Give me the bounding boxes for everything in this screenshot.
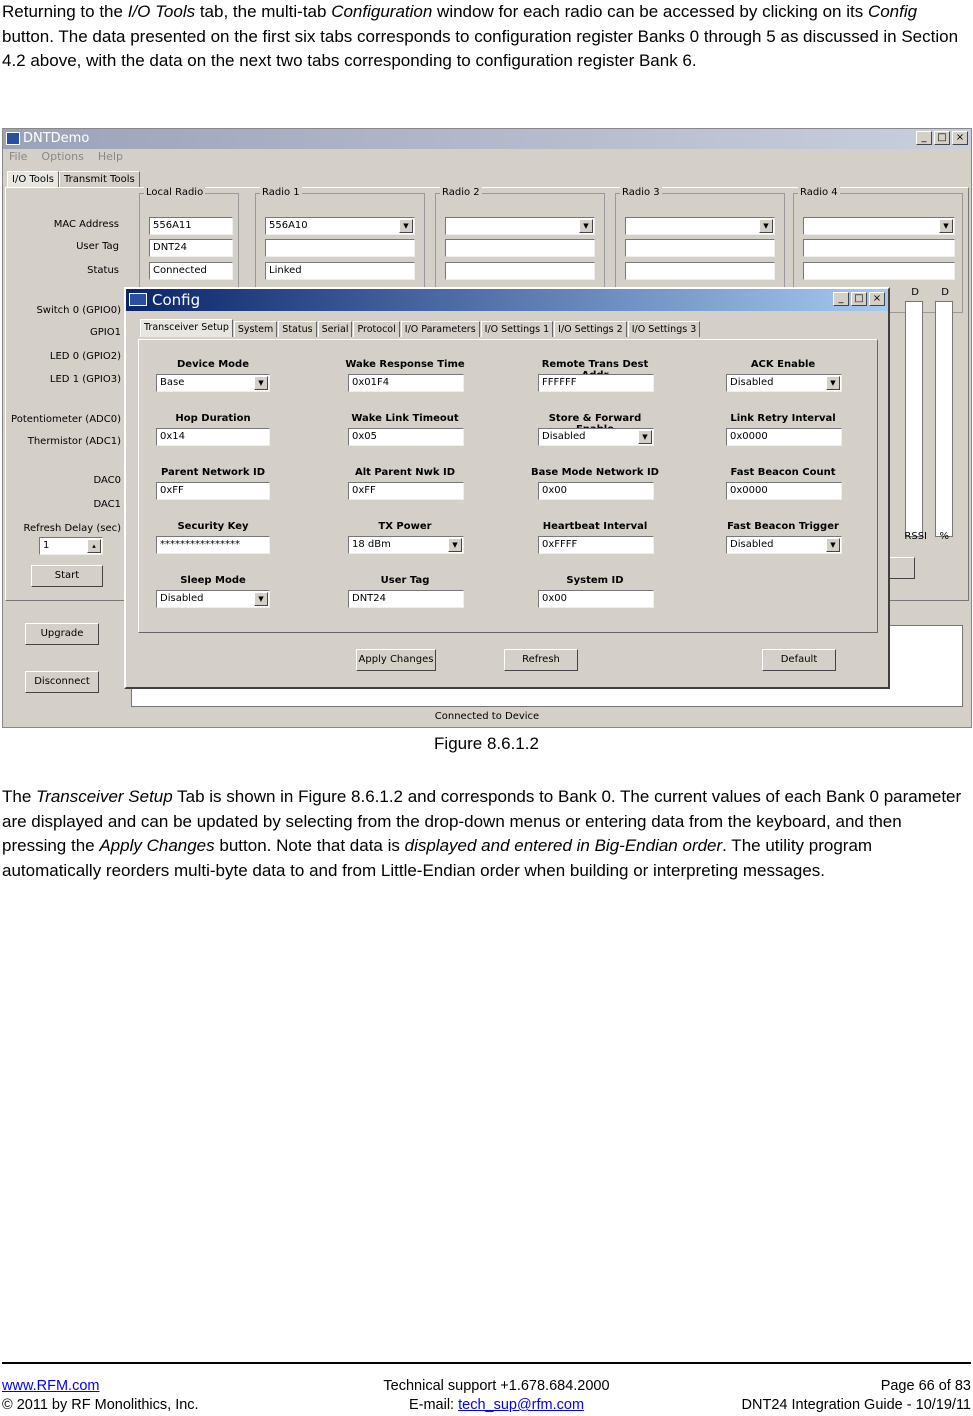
field-value: ****************: [160, 539, 240, 550]
chevron-down-icon[interactable]: ▼: [759, 219, 773, 233]
field-value: 0xFF: [160, 485, 184, 496]
meter-label: D: [941, 287, 949, 298]
chevron-down-icon[interactable]: ▼: [826, 376, 840, 390]
field-label: Remote Trans Dest: [541, 359, 649, 370]
radio-name: Radio 4: [800, 187, 838, 198]
radio-name: Radio 2: [442, 187, 480, 198]
radio3-status-field: [625, 262, 775, 280]
footer-copyright: © 2011 by RF Monolithics, Inc.: [2, 1397, 199, 1413]
radio2-tag-field: [445, 239, 595, 257]
radio1-status-field: Linked: [265, 262, 415, 280]
field-label: Alt Parent Nwk ID: [354, 467, 456, 478]
disconnect-button[interactable]: Disconnect: [25, 671, 99, 693]
text: window for each radio can be accessed by clicking on its: [432, 2, 868, 21]
chevron-down-icon[interactable]: ▼: [638, 430, 652, 444]
footer-page-number: Page 66 of 83: [880, 1378, 971, 1394]
chevron-down-icon[interactable]: ▼: [448, 538, 462, 552]
field-value: 0xFFFF: [542, 539, 578, 550]
percent-label: %: [939, 531, 949, 542]
field-label: Hop Duration: [175, 413, 251, 424]
field-label: Security Key: [177, 521, 249, 532]
field-label: Wake Link Timeout: [351, 413, 459, 424]
label-gpio1: GPIO1: [90, 327, 121, 338]
app-title: DNTDemo: [23, 131, 90, 146]
field-value: DNT24: [352, 593, 387, 604]
field-input[interactable]: [348, 482, 464, 500]
field-value: Disabled: [730, 539, 774, 550]
tab-serial[interactable]: Serial: [318, 321, 353, 337]
field-input[interactable]: [348, 590, 464, 608]
field-input[interactable]: [726, 536, 842, 554]
field-value: 0xFF: [352, 485, 376, 496]
footer-rule: [2, 1362, 971, 1364]
chevron-down-icon[interactable]: ▼: [579, 219, 593, 233]
radio4-mac-select[interactable]: [803, 217, 955, 235]
meter-bar: [935, 301, 953, 537]
field-input[interactable]: [538, 536, 654, 554]
label-switch0: Switch 0 (GPIO0): [36, 305, 121, 316]
status-bar: Connected to Device: [434, 711, 540, 722]
field-label: Wake Response Time: [345, 359, 465, 370]
radio2-mac-select[interactable]: [445, 217, 595, 235]
email-link[interactable]: tech_sup@rfm.com: [458, 1397, 585, 1413]
label-dac1: DAC1: [93, 499, 121, 510]
screenshot-figure: [2, 128, 972, 728]
label-user-tag: User Tag: [76, 241, 119, 252]
label-dac0: DAC0: [93, 475, 121, 486]
apply-changes-button[interactable]: Apply Changes: [356, 649, 436, 671]
minimize-icon[interactable]: _: [833, 292, 849, 306]
meter-label: D: [911, 287, 919, 298]
field-label: Store & Forward: [548, 413, 642, 424]
refresh-button[interactable]: Refresh: [504, 649, 578, 671]
config-titlebar: [126, 289, 888, 311]
field-value: 0x00: [542, 593, 568, 604]
field-value: 18 dBm: [352, 539, 391, 550]
field-label: Sleep Mode: [180, 575, 246, 586]
radio2-status-field: [445, 262, 595, 280]
meter-bar: [905, 301, 923, 537]
field-input[interactable]: [348, 428, 464, 446]
text: button. Note that data is: [214, 836, 405, 855]
emph: I/O Tools: [127, 2, 196, 21]
chevron-down-icon[interactable]: ▼: [826, 538, 840, 552]
close-icon[interactable]: ×: [869, 292, 885, 306]
label-led0: LED 0 (GPIO2): [49, 351, 121, 362]
field-value: Base: [160, 377, 185, 388]
tab-io-settings-2[interactable]: I/O Settings 2: [554, 321, 627, 337]
field-input[interactable]: [156, 482, 270, 500]
field-input[interactable]: [156, 428, 270, 446]
radio4-tag-field: [803, 239, 955, 257]
field-label: ACK Enable: [750, 359, 816, 370]
text: tab, the multi-tab: [195, 2, 332, 21]
field-value: 0x01F4: [352, 377, 390, 388]
footer-guide-title: DNT24 Integration Guide - 10/19/11: [741, 1397, 971, 1413]
field-value: Disabled: [542, 431, 586, 442]
radio3-tag-field: [625, 239, 775, 257]
maximize-icon[interactable]: □: [851, 292, 867, 306]
field-value: 0x05: [352, 431, 378, 442]
field-input[interactable]: [538, 374, 654, 392]
tab-status[interactable]: Status: [278, 321, 316, 337]
radio1-tag-field: [265, 239, 415, 257]
app-titlebar: [3, 129, 971, 149]
menu-options[interactable]: Options: [41, 150, 84, 163]
field-value: Disabled: [160, 593, 204, 604]
field-label: Parent Network ID: [160, 467, 266, 478]
label-mac: MAC Address: [53, 219, 119, 230]
label-status: Status: [87, 265, 119, 276]
field-value: FFFFFF: [542, 377, 577, 388]
local-mac-field: 556A11: [149, 217, 233, 235]
chevron-down-icon[interactable]: ▼: [399, 219, 413, 233]
rssi-label: RSSI: [904, 531, 927, 542]
refresh-delay-spinner[interactable]: [39, 537, 103, 555]
label-led1: LED 1 (GPIO3): [49, 374, 121, 385]
chevron-down-icon[interactable]: ▼: [254, 376, 268, 390]
label-refresh-delay: Refresh Delay (sec): [23, 523, 121, 534]
main-tabs: [7, 171, 140, 187]
start-button[interactable]: Start: [31, 565, 103, 587]
field-value: 0x0000: [730, 431, 768, 442]
footer-support: Technical support +1.678.684.2000: [383, 1378, 610, 1394]
local-status-field: Connected: [149, 262, 233, 280]
figure-caption: Figure 8.6.1.2: [434, 734, 539, 753]
radio1-mac-select[interactable]: [265, 217, 415, 235]
tab-protocol[interactable]: Protocol: [353, 321, 399, 337]
upgrade-button[interactable]: Upgrade: [25, 623, 99, 645]
tab-transmit-tools[interactable]: Transmit Tools: [59, 171, 140, 187]
radio3-mac-select[interactable]: [625, 217, 775, 235]
tab-system[interactable]: System: [234, 321, 277, 337]
intro-paragraph: [2, 0, 970, 74]
field-label: Link Retry Interval: [730, 413, 836, 424]
radio-name: Local Radio: [146, 187, 204, 198]
menubar: [9, 150, 123, 163]
radio4-status-field: [803, 262, 955, 280]
tab-transceiver-setup[interactable]: Transceiver Setup: [140, 319, 233, 337]
field-input[interactable]: [538, 482, 654, 500]
text: Returning to the: [2, 2, 128, 21]
tab-io-settings-1[interactable]: I/O Settings 1: [481, 321, 554, 337]
maximize-icon[interactable]: □: [934, 131, 950, 145]
field-value: 0x00: [542, 485, 568, 496]
label-adc0: Potentiometer (ADC0): [11, 414, 121, 425]
local-tag-field: DNT24: [149, 239, 233, 257]
field-value: 0x0000: [730, 485, 768, 496]
field-input[interactable]: [156, 536, 270, 554]
default-button[interactable]: Default: [762, 649, 836, 671]
field-label: System ID: [566, 575, 624, 586]
field-label: Fast Beacon Trigger: [727, 521, 839, 532]
chevron-down-icon[interactable]: ▼: [939, 219, 953, 233]
close-icon[interactable]: ×: [952, 131, 968, 145]
label-adc1: Thermistor (ADC1): [27, 436, 121, 447]
tab-io-tools[interactable]: I/O Tools: [7, 171, 59, 187]
field-input[interactable]: [348, 374, 464, 392]
radio-name: Radio 3: [622, 187, 660, 198]
radio1-mac-value: 556A10: [269, 220, 308, 231]
field-label: TX Power: [378, 521, 432, 532]
app-icon: [6, 132, 20, 145]
text: Tab is shown in Figure 8.6.1.2 and corresponds to Bank 0. The current values of each Bank 0 parameter are displayed and can be updated by selecting from the drop-down menus or entering data from the keyboard, and then pressing the: [2, 787, 962, 855]
minimize-icon[interactable]: _: [916, 131, 932, 145]
config-dialog: [124, 287, 890, 689]
config-title: Config: [152, 291, 201, 309]
website-link[interactable]: www.RFM.com: [2, 1378, 100, 1394]
field-input[interactable]: [156, 374, 270, 392]
menu-help[interactable]: Help: [97, 150, 123, 163]
tab-io-parameters[interactable]: I/O Parameters: [401, 321, 480, 337]
emph: Configuration: [331, 2, 433, 21]
field-input[interactable]: [348, 536, 464, 554]
emph: Config: [867, 2, 918, 21]
field-input[interactable]: [538, 428, 654, 446]
field-input[interactable]: [538, 590, 654, 608]
body-paragraph: [2, 785, 970, 883]
spin-arrows-icon[interactable]: ▴: [87, 539, 101, 553]
radio-name: Radio 1: [262, 187, 300, 198]
refresh-delay-value: 1: [43, 540, 50, 551]
field-input[interactable]: [726, 374, 842, 392]
emph: displayed and entered in Big-Endian order: [404, 836, 723, 855]
field-label: User Tag: [380, 575, 430, 586]
text: The: [2, 787, 37, 806]
email-prefix: E-mail:: [408, 1397, 459, 1413]
field-value: 0x14: [160, 431, 186, 442]
field-label: Base Mode Network ID: [531, 467, 659, 478]
field-input[interactable]: [726, 482, 842, 500]
field-label: Device Mode: [177, 359, 249, 370]
config-icon: [129, 293, 147, 306]
text: button. The data presented on the first six tabs corresponds to configuration register Banks 0 through 5 as discussed in Section 4.2 above, with the data on the next two tabs corresponding to configuration register Bank 6.: [2, 26, 959, 70]
field-label: Heartbeat Interval: [542, 521, 648, 532]
config-tabs: [140, 321, 701, 337]
menu-file[interactable]: File: [9, 150, 28, 163]
chevron-down-icon[interactable]: ▼: [254, 592, 268, 606]
emph: Apply Changes: [99, 836, 215, 855]
emph: Transceiver Setup: [36, 787, 173, 806]
text: . The utility program automatically reorders multi-byte data to and from Little-Endian order when building or interpreting messages.: [2, 836, 873, 880]
field-input[interactable]: [726, 428, 842, 446]
field-label: Fast Beacon Count: [730, 467, 836, 478]
field-value: Disabled: [730, 377, 774, 388]
tab-io-settings-3[interactable]: I/O Settings 3: [628, 321, 701, 337]
field-input[interactable]: [156, 590, 270, 608]
